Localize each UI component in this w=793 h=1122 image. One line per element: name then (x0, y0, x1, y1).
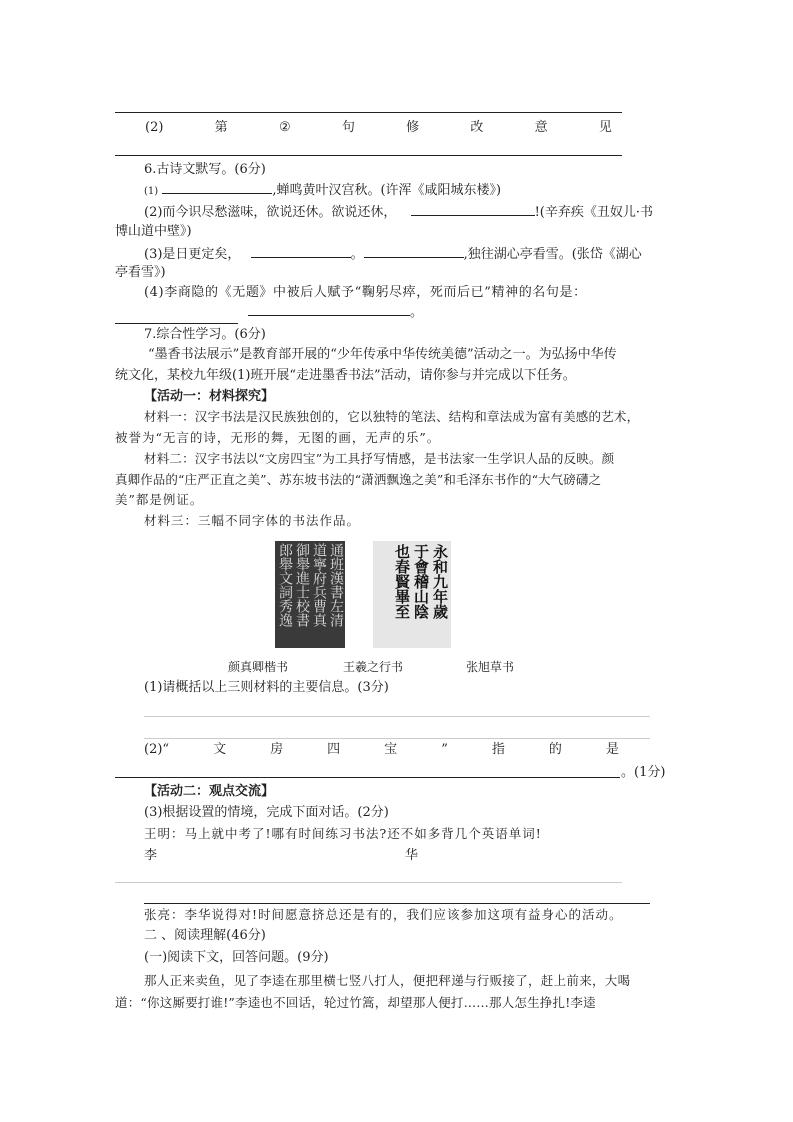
caption: 王羲之行书 (343, 660, 404, 674)
char: 第 (214, 120, 228, 135)
char: (2) (145, 120, 164, 135)
char: 房 (270, 742, 284, 757)
answer-line[interactable] (115, 777, 620, 778)
q7-sub1: (1)请概括以上三则材料的主要信息。(3分) (144, 680, 389, 695)
calligraphy-column: 永和九年歲 (431, 544, 449, 619)
char: 四 (327, 742, 341, 757)
q6-item2-cont: 博山道中壁》) (115, 224, 192, 239)
char: 指 (491, 742, 505, 757)
calligraphy-image-wang-xizhi (373, 541, 451, 648)
q7-sub2-score: 。(1分) (621, 765, 666, 780)
item-text: !(辛弃疾《丑奴儿·书 (534, 205, 653, 220)
calligraphy-image-yan-zhenqing (275, 541, 345, 648)
dialogue-lihua-label: 李 (144, 848, 158, 863)
calligraphy-column: 御舉進士校書 (294, 543, 310, 627)
q7-sub3: (3)根据设置的情境，完成下面对话。(2分) (144, 805, 389, 820)
q6-item4: (4)李商隐的《无题》中被后人赋予“鞠躬尽瘁，死而后已”精神的名句是： (144, 285, 587, 300)
char: 是 (605, 742, 619, 757)
material2: 材料二：汉字书法以“文房四宝”为工具抒写情感，是书法家一生学识人品的反映。颜 (144, 451, 615, 466)
dialogue-wangming: 王明：马上就中考了!哪有时间练习书法?还不如多背几个英语单词! (144, 826, 542, 841)
dialogue-zhangliang: 张亮：李华说得对!时间愿意挤总还是有的，我们应该参加这项有益身心的活动。 (144, 907, 623, 922)
answer-line (115, 112, 622, 113)
material2: 美”都是例证。 (115, 492, 204, 507)
material2: 真卿作品的“庄严正直之美”、苏东坡书法的“潇洒飘逸之美”和毛泽东书作的“大气磅礴之 (115, 472, 602, 487)
answer-line[interactable] (144, 903, 650, 904)
blank-field[interactable] (411, 203, 535, 216)
answer-line[interactable] (144, 716, 650, 717)
char: 的 (548, 742, 562, 757)
section2-part1: (一)阅读下文，回答问题。(9分) (144, 950, 329, 965)
char: 文 (213, 742, 227, 757)
item-text: (3)是日更定矣， (144, 247, 241, 262)
char: 见 (598, 120, 612, 135)
item-text: 。 (350, 247, 364, 262)
q6-title: 6.古诗文默写。(6分) (144, 162, 266, 177)
calligraphy-column: 道寧府兵曹真 (311, 543, 327, 627)
item-text: ,独往湖心亭看雪。(张岱《湖心 (463, 247, 642, 262)
char: 意 (534, 120, 548, 135)
activity2-heading: 【活动二：观点交流】 (144, 784, 275, 799)
material1: 被誉为“无言的诗，无形的舞，无图的画，无声的乐”。 (115, 430, 441, 445)
item-text: ,蝉鸣黄叶汉宫秋。(许浑《咸阳城东楼》) (272, 183, 502, 198)
item-number: (1) (144, 186, 159, 197)
char: ” (441, 742, 448, 757)
blank-field[interactable] (248, 303, 410, 316)
q6-item1 (144, 181, 501, 201)
blank-field[interactable] (251, 245, 351, 258)
char: 句 (341, 120, 355, 135)
blank-field[interactable] (364, 245, 464, 258)
q5-part2-prompt (145, 119, 612, 137)
item-text: 。 (410, 305, 424, 320)
q7-title: 7.综合性学习。(6分) (144, 327, 266, 342)
blank-field[interactable] (162, 181, 272, 194)
q6-item2 (144, 203, 653, 222)
dialogue-lihua-label: 华 (405, 848, 419, 863)
activity1-heading: 【活动一：材料探究】 (144, 389, 275, 404)
q6-item4-answer (248, 303, 423, 322)
caption: 颜真卿楷书 (228, 660, 289, 674)
item-text: (2)而今识尽愁滋味，欲说还休。欲说还休， (144, 205, 397, 220)
material3: 材料三：三幅不同字体的书法作品。 (144, 513, 361, 528)
answer-line (115, 323, 238, 324)
section2-title: 二 、阅读理解(46分) (144, 928, 266, 943)
material1: 材料一：汉字书法是汉民族独创的，它以独特的笔法、结构和章法成为富有美感的艺术， (144, 409, 640, 424)
answer-line (115, 155, 622, 156)
q6-item3-cont: 亭看雪》) (115, 265, 166, 280)
char: 改 (470, 120, 484, 135)
q7-intro: 统文化，某校九年级(1)班开展“走进墨香书法”活动，请你参与并完成以下任务。 (115, 368, 576, 383)
calligraphy-column: 郎舉文詞秀逸 (277, 543, 293, 627)
passage: 那人正来卖鱼，见了李逵在那里横七竖八打人，便把秤递与行贩接了，赶上前来，大喝 (144, 973, 631, 988)
char: 修 (406, 120, 420, 135)
answer-line[interactable] (144, 738, 650, 739)
char: ② (278, 120, 291, 135)
caption: 张旭草书 (466, 660, 515, 674)
char: 宝 (384, 742, 398, 757)
passage: 道：“你这厮要打谁!”李逵也不回话，轮过竹篙，却望那人便打……那人怎生挣扎!李逵 (115, 995, 596, 1010)
q7-sub2-prompt (144, 741, 619, 759)
char: (2)“ (144, 742, 170, 757)
calligraphy-column: 于會稽山陰 (412, 544, 430, 619)
answer-line[interactable] (115, 882, 622, 883)
q6-item3 (144, 245, 642, 264)
q7-intro: “墨香书法展示”是教育部开展的“少年传承中华传统美德”活动之一。为弘扬中华传 (148, 347, 617, 362)
calligraphy-column: 也春賢畢至 (393, 544, 411, 619)
calligraphy-column: 通班漢書左清 (328, 543, 344, 627)
